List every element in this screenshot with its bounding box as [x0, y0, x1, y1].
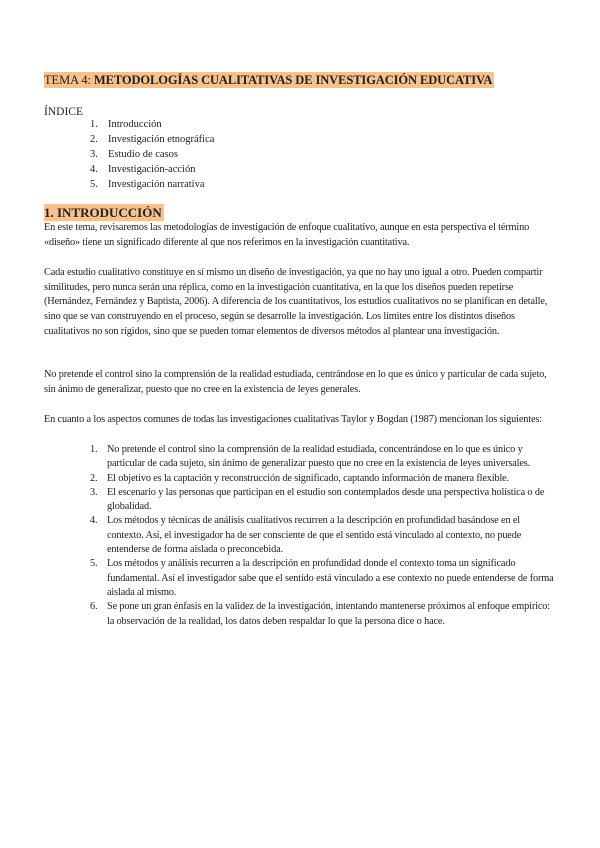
list-item-number: 2.	[90, 472, 98, 484]
index-item	[90, 147, 214, 162]
paragraph: No pretende el control sino la comprensión de la realidad estudiada, centrándose en lo que es único y particular de cada sujeto, sin ánimo de generalizar, puesto que no cree en la existencia de leyes generales.	[44, 369, 547, 395]
index-item-label: Estudio de casos	[108, 149, 178, 160]
title-highlight	[44, 72, 494, 88]
title-prefix: TEMA 4:	[44, 73, 91, 87]
list-item	[90, 514, 556, 557]
index-item	[90, 177, 214, 192]
title-main: METODOLOGÍAS CUALITATIVAS DE INVESTIGACIÓN EDUCATIVA	[93, 73, 493, 87]
list-item	[90, 600, 556, 629]
list-item-number: 5.	[90, 558, 98, 570]
index-item	[90, 162, 214, 177]
list-item	[90, 486, 556, 515]
list-item-text: Los métodos y análisis recurren a la descripción en profundidad donde el contexto toma un significado fundamental. Así el investigador sabe que el sentido está vinculado a ese contexto no puede entenderse de forma aislada al mismo.	[107, 558, 554, 598]
list-item-text: El objetivo es la captación y reconstrucción de significado, captando información de manera flexible.	[107, 472, 510, 484]
list-item	[90, 557, 556, 600]
list-item-number: 1.	[90, 444, 98, 455]
list-item	[90, 443, 556, 472]
document-title	[44, 71, 494, 89]
section-heading-text: 1. INTRODUCCIÓN	[44, 205, 162, 220]
list-item-text: No pretende el control sino la comprensión de la realidad estudiada, concentrándose en lo que es único y particular de cada sujeto, sin ánimo de generalizar puesto que no cree en la existencia de leyes universales.	[107, 444, 531, 470]
list-item	[90, 472, 556, 486]
index-item-number: 1.	[90, 119, 98, 130]
list-item-text: El escenario y las personas que participan en el estudio son contemplados desde una perspectiva holística o de globalidad.	[107, 486, 545, 513]
index-item-label: Investigación narrativa	[108, 179, 205, 190]
aspects-list	[90, 443, 556, 629]
list-item-number: 3.	[90, 486, 98, 498]
list-item-text: Los métodos y técnicas de análisis cualitativos recurren a la descripción en profundidad basándose en el contexto. Así, el investigador ha de ser consciente de que el sentido está vinculado al contexto, no puede entenderse de forma aislada o preconcebida.	[107, 515, 522, 556]
section-heading	[44, 205, 164, 221]
index-list	[90, 117, 214, 192]
index-item	[90, 132, 214, 147]
index-item-label: Investigación-acción	[108, 164, 196, 175]
index-item	[90, 117, 214, 132]
list-item-number: 6.	[90, 601, 98, 613]
index-item-label: Investigación etnográfica	[108, 134, 215, 145]
index-heading: ÍNDICE	[44, 106, 83, 118]
paragraph: Cada estudio cualitativo constituye en sí mismo un diseño de investigación, ya que no hay uno igual a otro. Pueden compartir similitudes, pero nunca serán una réplica, como en la investigación cuantitativa, en la que los diseños pueden repetirse (Hernández, Fernández y Baptista, 2006). A diferencia de los cuantitativos, los estudios cualitativos no se planifican en detalle, sino que se van construyendo en el proceso, según se desarrolle la investigación. Los límites entre los distintos diseños cualitativos no son rígidos, sino que se pueden tomar elementos de diversos métodos al plantear una investigación.	[44, 267, 548, 337]
index-item-label: Introducción	[108, 119, 162, 130]
paragraph: En este tema, revisaremos las metodologías de investigación de enfoque cualitativo, aunque en esta perspectiva el término «diseño» tiene un significado diferente al que nos referimos en la investigación cuantitativa.	[44, 222, 530, 248]
index-item-number: 5.	[90, 179, 98, 190]
index-item-number: 4.	[90, 164, 98, 175]
index-item-number: 3.	[90, 149, 98, 160]
list-item-text: Se pone un gran énfasis en la validez de la investigación, intentando mantenerse próximos al enfoque empírico: la observación de la realidad, los datos deben respaldar lo que la persona dice o hace.	[107, 601, 550, 627]
index-item-number: 2.	[90, 134, 98, 145]
list-item-number: 4.	[90, 515, 98, 527]
paragraph: En cuanto a los aspectos comunes de todas las investigaciones cualitativas Taylor y Bogdan (1987) mencionan los siguientes:	[44, 414, 542, 425]
